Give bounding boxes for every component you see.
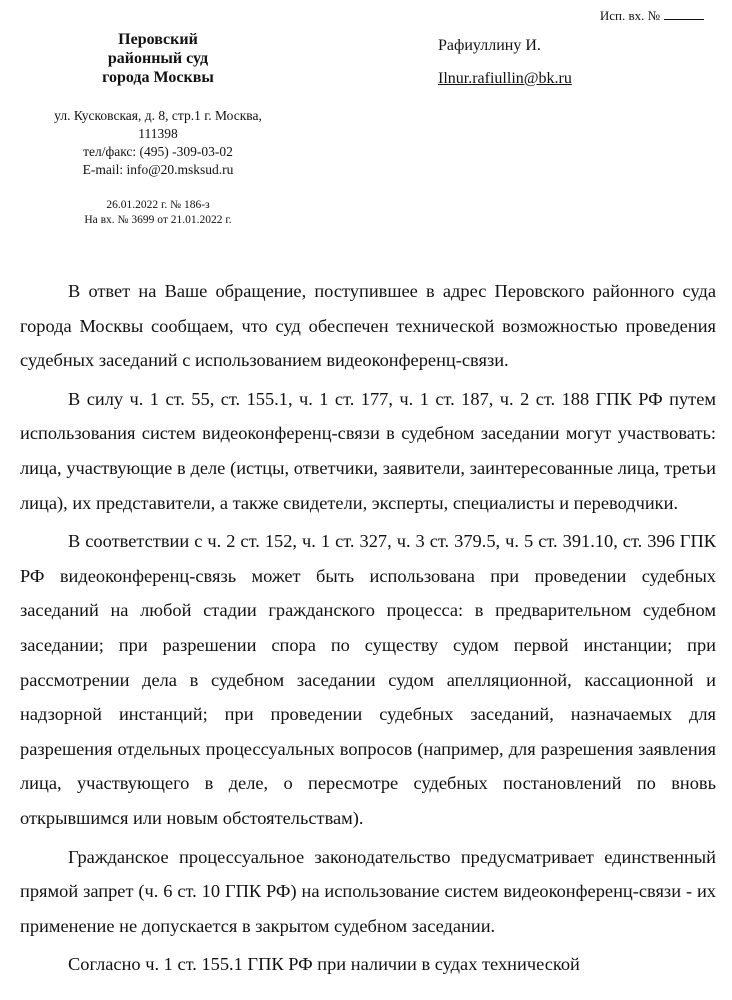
court-name-line: районный суд bbox=[107, 50, 209, 67]
registration-info bbox=[28, 198, 288, 228]
outgoing-number: 26.01.2022 г. № 186-з bbox=[106, 199, 210, 211]
recipient-name: Рафиуллину И. bbox=[438, 37, 541, 54]
body-paragraph: В силу ч. 1 ст. 55, ст. 155.1, ч. 1 ст. 177, ч. 1 ст. 187, ч. 2 ст. 188 ГПК РФ путем использования систем видеоконференц-связи в судебном заседании могут участвовать: лица, участвующие в деле (истцы, ответчики, заявители, заинтересованные лица, третьи лица), их представители, а также свидетели, эксперты, специалисты и переводчики. bbox=[20, 388, 716, 513]
incoming-number-field bbox=[600, 8, 704, 24]
court-name-line: города Москвы bbox=[102, 69, 214, 86]
recipient-email: Ilnur.rafiullin@bk.ru bbox=[438, 70, 572, 87]
court-contacts bbox=[28, 107, 288, 179]
body-paragraph: Гражданское процессуальное законодательство предусматривает единственный прямой запрет (ч. 6 ст. 10 ГПК РФ) на использование систем видеоконференц-связи - их применение не допускается в закрытом судебном заседании. bbox=[20, 846, 716, 936]
court-email: E-mail: info@20.msksud.ru bbox=[82, 162, 234, 177]
court-name-line: Перовский bbox=[118, 31, 198, 48]
court-letterhead bbox=[28, 30, 288, 228]
letter-body bbox=[20, 274, 716, 982]
court-address: ул. Кусковская, д. 8, стр.1 г. Москва, bbox=[54, 108, 262, 123]
incoming-number-blank bbox=[664, 9, 704, 20]
court-phone: тел/факс: (495) -309-03-02 bbox=[83, 144, 233, 159]
incoming-number-label: Исп. вх. № bbox=[599, 8, 660, 23]
recipient-block bbox=[438, 36, 572, 89]
body-paragraph: В соответствии с ч. 2 ст. 152, ч. 1 ст. 327, ч. 3 ст. 379.5, ч. 5 ст. 391.10, ст. 396 ГПК РФ видеоконференц-связь может быть использована при проведении судебных заседаний на любой стадии гражданского процесса: в предварительном судебном заседании; при разрешении спора по существу судом первой инстанции; при рассмотрении дела в судебном заседании судом апелляционной, кассационной и надзорной инстанций; при проведении судебных заседаний, назначаемых для разрешения отдельных процессуальных вопросов (например, для разрешения заявления лица, участвующего в деле, о пересмотре судебных постановлений по вновь открывшимся или новым обстоятельствам). bbox=[20, 531, 716, 828]
court-postcode: 111398 bbox=[138, 126, 178, 141]
reply-reference: На вх. № 3699 от 21.01.2022 г. bbox=[84, 214, 232, 226]
court-name bbox=[28, 30, 288, 87]
body-paragraph: Согласно ч. 1 ст. 155.1 ГПК РФ при наличии в судах технической bbox=[68, 954, 580, 975]
body-paragraph: В ответ на Ваше обращение, поступившее в адрес Перовского районного суда города Москвы сообщаем, что суд обеспечен технической возможностью проведения судебных заседаний с использованием видеоконференц-связи. bbox=[20, 281, 716, 371]
